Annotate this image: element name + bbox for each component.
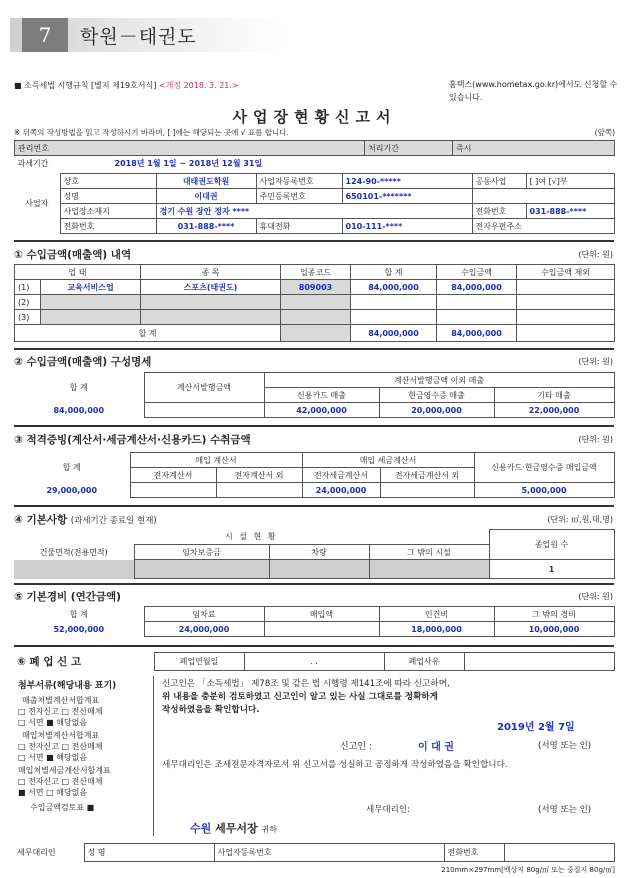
section3-unit: (단위: 원) xyxy=(578,435,613,444)
closure-table xyxy=(14,652,615,671)
h-other-facility: 그 밖의 시설 xyxy=(369,545,489,560)
footer-name: 성 명 xyxy=(84,844,214,862)
section5-title: ⑤ 기본경비 (연간금액) xyxy=(14,591,121,603)
v-total: 84,000,000 xyxy=(53,405,105,415)
attachments-box xyxy=(14,676,154,836)
divider xyxy=(14,425,614,427)
closure-date-label: 폐업연월일 xyxy=(154,653,244,671)
h-card: 신용카드 매출 xyxy=(264,388,379,403)
attach-review-check[interactable]: 수입금액검토표 ■ xyxy=(30,803,95,812)
footer-tel-value[interactable] xyxy=(504,844,614,862)
row-income: 84,000,000 xyxy=(437,280,517,295)
footer-agent: 세무대리인 xyxy=(17,848,56,857)
row-item xyxy=(141,295,281,310)
owner-value: 이대권 xyxy=(156,189,256,204)
tax-period-value: 2018년 1월 1일 ~ 2018년 12월 31일 xyxy=(114,158,263,168)
sum-income: 84,000,000 xyxy=(437,325,517,342)
section1-title: ① 수입금액(매출액) 내역 xyxy=(14,249,132,261)
joint-label: 공동사업 xyxy=(472,174,526,189)
v-e-invoice xyxy=(130,483,216,498)
tax-period-label: 과세기간 xyxy=(17,158,49,168)
footer-regno: 사업자등록번호 xyxy=(214,844,444,862)
section2-unit: (단위: 원) xyxy=(578,357,613,366)
section6-title: ⑥ 폐 업 신 고 xyxy=(17,656,82,668)
v-cash: 20,000,000 xyxy=(379,403,494,418)
section5-unit: (단위: 원) xyxy=(578,592,613,601)
v-other-expense: 10,000,000 xyxy=(494,622,614,637)
attach-purchase-tax-opt1[interactable]: □ 전자신고 □ 전산매체 xyxy=(18,777,103,786)
h-total: 합 계 xyxy=(69,383,88,392)
basic-table xyxy=(14,529,615,579)
v-invoice xyxy=(144,403,264,418)
tax-office-city: 수원 xyxy=(190,822,212,835)
declaration xyxy=(162,678,612,717)
col-excl: 수입금액 제외 xyxy=(517,265,615,280)
tel2-value: 031-888-**** xyxy=(156,219,256,234)
attachments-title: 첨부서류(해당내용 표기) xyxy=(18,681,117,691)
business-section-label: 사업자 xyxy=(25,199,49,208)
h-vehicle: 차량 xyxy=(269,545,369,560)
tel-value: 031-888-**** xyxy=(526,204,614,219)
sum-excl xyxy=(517,325,615,342)
h-facility: 시 설 현 황 xyxy=(225,532,278,542)
attach-purchase-invoice-opt1[interactable]: □ 전자신고 □ 전산매체 xyxy=(18,742,103,751)
attach-purchase-invoice-title: 매입처별계산서합계표 xyxy=(22,731,100,740)
address-value: 경기 수원 장안 정자 **** xyxy=(156,204,472,219)
row-no: (1) xyxy=(15,280,41,295)
declaration-date: 2019년 2월 7일 xyxy=(497,722,575,733)
sum-total: 84,000,000 xyxy=(351,325,437,342)
v-rent: 24,000,000 xyxy=(144,622,264,637)
h-total: 합 계 xyxy=(69,609,88,619)
joint-value: [ ]여 [√]부 xyxy=(526,174,614,189)
col-income: 수입금액 xyxy=(437,265,517,280)
closure-reason-value[interactable] xyxy=(464,653,614,671)
declaration-text-3: 작성하였음을 확인합니다. xyxy=(162,705,260,715)
resno-value: 650101-******* xyxy=(342,189,472,204)
tel-label: 전화번호 xyxy=(472,204,526,219)
h-purchase-invoice: 매입 계산서 xyxy=(130,453,302,468)
sum-label: 합 계 xyxy=(15,325,281,342)
h-purchase: 매입액 xyxy=(264,607,379,622)
header-table xyxy=(14,140,615,171)
tax-office xyxy=(190,820,277,836)
mgmt-no-label: 관리번호 xyxy=(15,141,365,156)
filer-name: 이 대 권 xyxy=(418,742,454,753)
row-no: (3) xyxy=(15,310,41,325)
email-label: 전자우편주소 xyxy=(472,219,614,234)
sum-code xyxy=(281,325,351,342)
v-etc: 22,000,000 xyxy=(494,403,614,418)
v-vehicle xyxy=(269,560,369,579)
row-code: 809003 xyxy=(281,280,351,295)
income-table xyxy=(14,264,615,342)
table-row xyxy=(15,325,615,342)
legal-basis xyxy=(14,80,239,91)
divider xyxy=(14,240,614,242)
v-purchase xyxy=(264,622,379,637)
row-code xyxy=(281,310,351,325)
row-type xyxy=(41,310,141,325)
col-type: 업 태 xyxy=(15,265,141,280)
legal-prefix: ■ 소득세법 시행규칙 [별지 제19호서식] xyxy=(14,81,159,90)
agent-sign: (서명 또는 인) xyxy=(538,805,592,815)
row-type xyxy=(41,295,141,310)
banner-number: 7 xyxy=(22,18,68,52)
v-staff: 1 xyxy=(489,560,614,579)
v-area xyxy=(14,560,134,579)
v-non-e-tax-invoice xyxy=(380,483,474,498)
table-row xyxy=(15,295,615,310)
col-item: 종 목 xyxy=(141,265,281,280)
row-total xyxy=(351,295,437,310)
biz-name-label: 상호 xyxy=(60,174,156,189)
v-labor: 18,000,000 xyxy=(379,622,494,637)
h-deposit: 임차보증금 xyxy=(134,545,269,560)
divider xyxy=(14,645,614,647)
h-total: 합 계 xyxy=(62,463,81,472)
expense-table xyxy=(14,606,615,637)
owner-label: 성명 xyxy=(60,189,156,204)
hometax-notice: 홈택스(www.hometax.go.kr)에서도 신청할 수 있습니다. xyxy=(449,80,618,102)
h-other-sales: 계산서발행금액 이외 매출 xyxy=(264,373,614,388)
section4-title-sub: (과세기간 종료일 현재) xyxy=(70,516,157,526)
attach-sales-invoice-opt1[interactable]: □ 전자신고 □ 전산매체 xyxy=(18,707,103,716)
regno-label: 사업자등록번호 xyxy=(256,174,342,189)
row-income xyxy=(437,310,517,325)
col-code: 업종코드 xyxy=(281,265,351,280)
regno-value: 124-90-***** xyxy=(342,174,472,189)
divider xyxy=(14,583,614,585)
table-row xyxy=(15,310,615,325)
declaration-text-1: 신고인은 「소득세법」 제78조 및 같은 법 시행령 제141조에 따라 신고하며, xyxy=(162,679,450,689)
legal-amend: <개정 2018. 3. 21.> xyxy=(158,81,239,90)
h-e-tax-invoice: 전자세금계산서 xyxy=(302,468,380,483)
paper-spec: 210mm×297mm[백상지 80g/㎡ 또는 중질지 80g/㎡] xyxy=(441,866,615,874)
agent-text: 세무대리인은 조세전문자격자로서 위 신고서를 성실하고 공정하게 작성하였음을 확인합니다. xyxy=(162,760,508,770)
mobile-value: 010-111-**** xyxy=(342,219,472,234)
h-non-e-invoice: 전자계산서 외 xyxy=(216,468,302,483)
v-total: 52,000,000 xyxy=(53,624,105,634)
row-excl xyxy=(517,295,615,310)
mobile-label: 휴대전화 xyxy=(256,219,342,234)
attach-purchase-invoice-opt2[interactable]: □ 서면 ■ 해당없음 xyxy=(18,753,88,762)
row-income xyxy=(437,295,517,310)
process-period-value: 즉시 xyxy=(453,141,615,156)
row-no: (2) xyxy=(15,295,41,310)
row-type: 교육서비스업 xyxy=(41,280,141,295)
filer-sign: (서명 또는 인) xyxy=(538,741,592,751)
row-excl xyxy=(517,280,615,295)
h-card-cash: 신용카드·현금영수증 매입금액 xyxy=(474,453,614,483)
col-total: 합 계 xyxy=(351,265,437,280)
attach-purchase-tax-title: 매입처별세금계산서합계표 xyxy=(18,766,111,775)
closure-date-value: . . xyxy=(244,653,384,671)
h-etc: 기타 매출 xyxy=(494,388,614,403)
blank-cell xyxy=(472,189,614,204)
row-total xyxy=(351,310,437,325)
composition-table xyxy=(14,372,615,418)
h-rent: 임차료 xyxy=(144,607,264,622)
row-excl xyxy=(517,310,615,325)
row-code xyxy=(281,295,351,310)
attach-sales-invoice-title: 매출처별계산서합계표 xyxy=(22,696,100,705)
h-other-expense: 그 밖의 경비 xyxy=(494,607,614,622)
section4-title-main: ④ 기본사항 xyxy=(14,514,68,526)
evidence-table xyxy=(14,452,615,498)
agent-label: 세무대리인: xyxy=(366,805,410,815)
tax-office-suffix: 귀하 xyxy=(261,825,277,834)
business-table xyxy=(14,173,615,234)
tel2-label: 전화번호 xyxy=(60,219,156,234)
agent-table xyxy=(14,843,615,862)
address-label: 사업장소재지 xyxy=(60,204,156,219)
filer-label: 신고인 : xyxy=(340,742,372,752)
form-title: 사업장현황신고서 xyxy=(232,108,397,126)
tax-office-name: 세무서장 xyxy=(215,822,258,835)
instruction-notice: ※ 뒤쪽의 작성방법을 읽고 작성하시기 바라며, [ ]에는 해당되는 곳에 √ 표를 합니다. xyxy=(14,128,289,137)
divider xyxy=(14,348,614,350)
process-period-label: 처리기간 xyxy=(365,141,453,156)
resno-label: 주민등록번호 xyxy=(256,189,342,204)
v-card-cash: 5,000,000 xyxy=(474,483,614,498)
h-invoice: 계산서발행금액 xyxy=(144,373,264,403)
divider xyxy=(14,505,614,507)
section4-title xyxy=(14,512,157,527)
h-area: 건물면적(전용면적) xyxy=(39,547,108,557)
table-row xyxy=(15,280,615,295)
form-banner xyxy=(10,18,285,52)
biz-name-value: 대태권도학원 xyxy=(156,174,256,189)
banner-title: 학원－태권도 xyxy=(80,26,197,48)
footer-tel: 전화번호 xyxy=(444,844,504,862)
section2-title: ② 수입금액(매출액) 구성명세 xyxy=(14,356,152,368)
v-card: 42,000,000 xyxy=(264,403,379,418)
declaration-text-2: 위 내용을 충분히 검토하였고 신고인이 알고 있는 사실 그대로를 정확하게 xyxy=(162,692,438,702)
h-labor: 인건비 xyxy=(379,607,494,622)
attach-sales-invoice-opt2[interactable]: □ 서면 ■ 해당없음 xyxy=(18,718,88,727)
v-non-e-invoice xyxy=(216,483,302,498)
section1-unit: (단위: 원) xyxy=(578,250,613,259)
h-purchase-tax-invoice: 매입 세금계산서 xyxy=(302,453,474,468)
row-item xyxy=(141,310,281,325)
row-total: 84,000,000 xyxy=(351,280,437,295)
v-e-tax-invoice: 24,000,000 xyxy=(302,483,380,498)
v-other-facility xyxy=(369,560,489,579)
h-non-e-tax-invoice: 전자세금계산서 외 xyxy=(380,468,474,483)
h-staff: 종업원 수 xyxy=(489,530,614,560)
h-e-invoice: 전자계산서 xyxy=(130,468,216,483)
attach-purchase-tax-opt2[interactable]: ■ 서면 □ 해당없음 xyxy=(18,788,88,797)
row-item: 스포츠(태권도) xyxy=(141,280,281,295)
section3-title: ③ 적격증빙(계산서·세금계산서·신용카드) 수취금액 xyxy=(14,434,251,446)
h-cash: 현금영수증 매출 xyxy=(379,388,494,403)
page-side-label: (앞쪽) xyxy=(594,128,615,137)
section4-unit: (단위: ㎡,원,대,명) xyxy=(547,515,613,524)
v-deposit xyxy=(134,560,269,579)
v-total: 29,000,000 xyxy=(46,485,98,495)
closure-reason-label: 폐업사유 xyxy=(384,653,464,671)
